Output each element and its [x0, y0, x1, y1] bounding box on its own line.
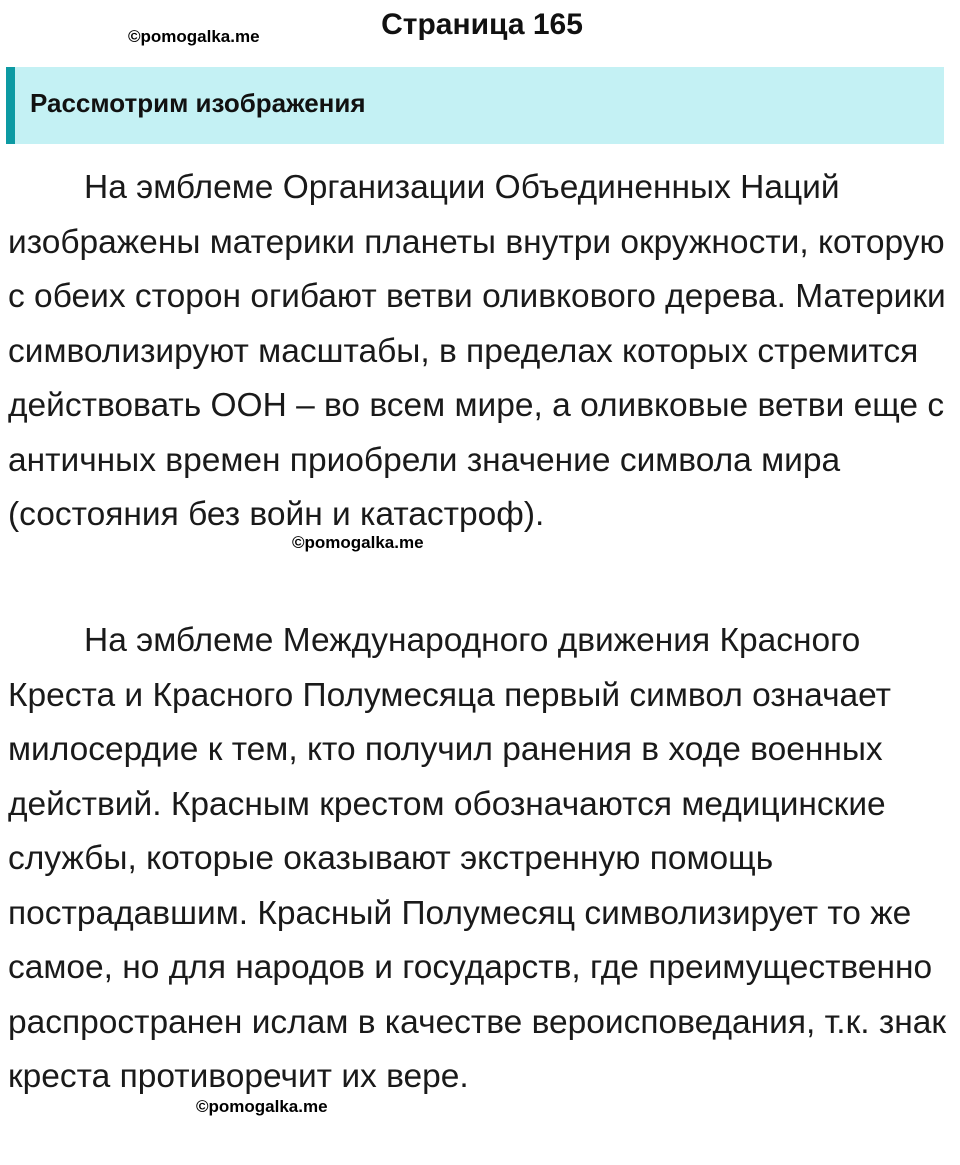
- page-title: [0, 8, 960, 42]
- paragraph-un-emblem: [8, 161, 954, 543]
- paragraph-red-cross-emblem: [8, 614, 954, 1105]
- section-header: [6, 67, 944, 144]
- page-title-text: Страница 165: [381, 8, 583, 41]
- watermark-middle: ©pomogalka.me: [292, 533, 424, 552]
- paragraph-text: На эмблеме Организации Объединенных Наций изображены материки планеты внутри окружности, которую с обеих сторон огибают ветви оливкового дерева. Материки символизируют масштабы, в пределах которых стремится действовать ООН – во всем мире, а оливковые ветви еще с античных времен приобрели значение символа мира (состояния без войн и катастроф).: [8, 169, 946, 533]
- section-header-text: Рассмотрим изображения: [30, 88, 366, 118]
- watermark-bottom: ©pomogalka.me: [196, 1097, 328, 1116]
- watermark-top: ©pomogalka.me: [128, 27, 260, 46]
- paragraph-text: На эмблеме Международного движения Красного Креста и Красного Полумесяца первый символ означает милосердие к тем, кто получил ранения в ходе военных действий. Красным крестом обозначаются медицинские службы, которые оказывают экстренную помощь пострадавшим. Красный Полумесяц символизирует то же самое, но для народов и государств, где преимущественно распространен ислам в качестве вероисповедания, т.к. знак креста противоречит их вере.: [8, 622, 946, 1095]
